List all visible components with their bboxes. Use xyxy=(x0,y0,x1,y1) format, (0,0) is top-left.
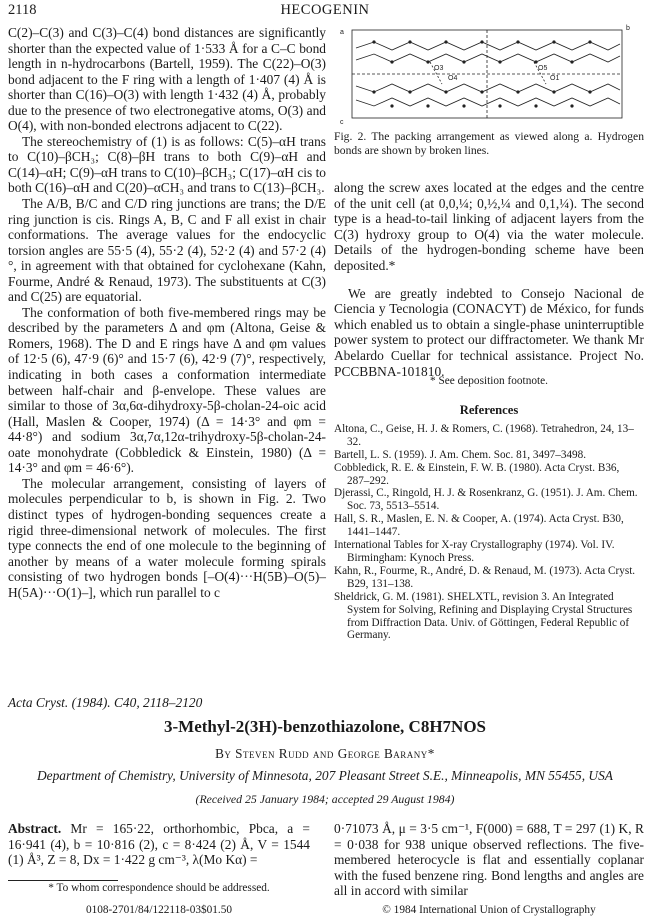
reference-item: Djerassi, C., Ringold, H. J. & Rosenkranz, G. (1951). J. Am. Chem. Soc. 73, 5513–5514. xyxy=(334,487,638,513)
abstract-right: 0·71073 Å, μ = 3·5 cm⁻¹, F(000) = 688, T = 297 (1) K, R = 0·038 for 938 unique observed reflections. The five-membered heterocycle is flat and essentially coplanar with the fused benzene ring. Bond lengths and angles are all in accord with similar xyxy=(334,821,644,899)
reference-item: Cobbledick, R. E. & Einstein, F. W. B. (1980). Acta Cryst. B36, 287–292. xyxy=(334,461,620,487)
article-title: 3-Methyl-2(3H)-benzothiazolone, C8H7NOS xyxy=(163,717,487,736)
molecule-chain xyxy=(356,54,620,62)
atom-label: O4 xyxy=(448,75,458,82)
received-dates: (Received 25 January 1984; accepted 29 August 1984) xyxy=(195,792,455,806)
reference-item: Bartell, L. S. (1959). J. Am. Chem. Soc. 81, 3497–3498. xyxy=(334,448,587,461)
references xyxy=(334,404,644,642)
abstract-label: Abstract. xyxy=(8,821,62,836)
acknowledgements: We are greatly indebted to Consejo Nacional de Ciencia y Tecnologia (CONACYT) de México, for funds which enabled us to obtain a single-phase uninterruptible power system to protect our diffractometer. We thank Mr Abelardo Cuellar for technical assistance. Project No. PCCBBNA-101810. xyxy=(334,285,644,379)
left-column xyxy=(8,25,326,600)
reference-item: Kahn, R., Fourme, R., André, D. & Renaud, M. (1973). Acta Cryst. B29, 131–138. xyxy=(334,564,636,590)
atom-label: O5 xyxy=(538,65,548,72)
reference-item: Hall, S. R., Maslen, E. N. & Cooper, A. (1974). Acta Cryst. B30, 1441–1447. xyxy=(334,513,624,539)
molecule-chain xyxy=(356,84,620,92)
paragraph: C(2)–C(3) and C(3)–C(4) bond distances are significantly shorter than the expected value of 1·533 Å for a C–C bond length in n-hydrocarbons (Bartell, 1959). The C(22)–O(3) bond adjacent to the F ring with a length of 1·407 (4) Å is shorter than C(16)–O(3) with length 1·432 (4) Å, probably due to the presence of two electronegative atoms, O(3) and O(4), with non-bonded electrons adjacent to C(22). xyxy=(8,25,326,134)
deposition-note: * See deposition footnote. xyxy=(430,375,548,387)
author-affiliation: Department of Chemistry, University of Minnesota, 207 Pleasant Street S.E., Minneapolis, MN 55455, USA xyxy=(37,768,613,783)
packing-figure xyxy=(334,20,644,128)
axis-label-b: b xyxy=(626,25,630,32)
packing-diagram xyxy=(334,20,644,128)
molecule-chain xyxy=(356,98,620,106)
paragraph: The stereochemistry of (1) is as follows: C(5)–αH trans to C(10)–βCH₃; C(8)–βH trans to both C(9)–αH and C(14)–αH; C(9)–αH trans to C(10)–βCH₃; C(17)–αH cis to both C(16)–αH and C(20)–αCH₃ and trans to C(13)–βCH₃. xyxy=(8,133,326,196)
page-number: 2118 xyxy=(8,2,37,18)
abstract-text: Mr = 165·22, orthorhombic, Pbca, a = 16·941 (4), b = 10·816 (2), c = 8·424 (2) Å, V = 1544 (1) Å³, Z = 8, Dx = 1·422 g cm⁻³, λ(Mo Kα) = xyxy=(8,821,310,868)
paragraph: The molecular arrangement, consisting of layers of molecules perpendicular to b, is shown in Fig. 2. Two distinct types of hydrogen-bonding sequences create a rigid three-dimensional network of molecules. The first type connects the end of one molecule to the beginning of another by means of a water molecule forming spirals consisting of two hydrogen bonds [–O(4)···H(5B)–O(5)–H(5A)···O(1)–], which run parallel to c xyxy=(8,475,326,600)
references-title: References xyxy=(459,403,519,417)
paragraph: along the screw axes located at the edges and the centre of the unit cell (at 0,0,¼; 0,½,¼ and 0,1,¼). The second type is a head-to-tail linking of adjacent layers from the C(3) hydroxy group to O(4) via the water molecule. Details of the hydrogen-bonding scheme have been deposited.* xyxy=(334,180,644,273)
reference-item: Altona, C., Geise, H. J. & Romers, C. (1968). Tetrahedron, 24, 13–32. xyxy=(334,422,634,448)
paragraph: The conformation of both five-membered rings may be described by the parameters Δ and φm (Altona, Geise & Romers, 1968). The D and E rings have Δ and φm values of 12·5 (6), 47·9 (6)° and 15·7 (6), 42·9 (7)°, respectively, indicating in both cases a conformation intermediate between half-chair and β-envelope. These values are similar to those of 3α,6α-dihydroxy-5β-cholan-24-oic acid (Hall, Maslen & Cooper, 1974) (Δ = 14·3° and φm = 44·8°) and sodium 3α,7α,12α-trihydroxy-5β-cholan-24-oate monohydrate (Cobbledick & Einstein, 1980) (Δ = 14·3° and φm = 46·6°). xyxy=(8,304,326,476)
footnote-rule xyxy=(8,880,118,881)
reference-item: International Tables for X-ray Crystallography (1974). Vol. IV. Birmingham: Kynoch Press. xyxy=(334,539,615,564)
axis-label-c: c xyxy=(340,119,344,126)
copyright: © 1984 International Union of Crystallography xyxy=(382,904,596,916)
correspondence-footnote: * To whom correspondence should be addressed. xyxy=(48,882,270,894)
running-head: HECOGENIN xyxy=(280,2,370,18)
abstract-left xyxy=(8,821,310,868)
axis-label-a: a xyxy=(340,29,344,36)
right-column xyxy=(334,180,644,379)
journal-citation: Acta Cryst. (1984). C40, 2118–2120 xyxy=(8,695,203,710)
atom-label: O1 xyxy=(550,75,560,82)
figure-caption: Fig. 2. The packing arrangement as viewed along a. Hydrogen bonds are shown by broken lines. xyxy=(334,130,644,157)
atom-label: O3 xyxy=(434,65,444,72)
reference-item: Sheldrick, G. M. (1981). SHELXTL, revision 3. An Integrated System for Solving, Refining and Displaying Crystal Structures from Diffraction Data. Univ. of Göttingen, Federal Republic of Germany. xyxy=(334,590,633,642)
paragraph: The A/B, B/C and C/D ring junctions are trans; the D/E ring junction is cis. Rings A, B, C and F all exist in chair conformations. The average values for the endocyclic torsion angles are 55·5 (4), 55·2 (4), 52·2 (4) and 57·2 (4)°, in agreement with that obtained for cyclohexane (Kahn, Fourme, André & Renaud, 1973). The substituents at C(3) and C(25) are equatorial. xyxy=(8,196,326,305)
issn-code: 0108-2701/84/122118-03$01.50 xyxy=(85,904,233,916)
article-authors: By Steven Rudd and George Barany* xyxy=(215,746,435,761)
molecule-chain xyxy=(356,42,620,50)
